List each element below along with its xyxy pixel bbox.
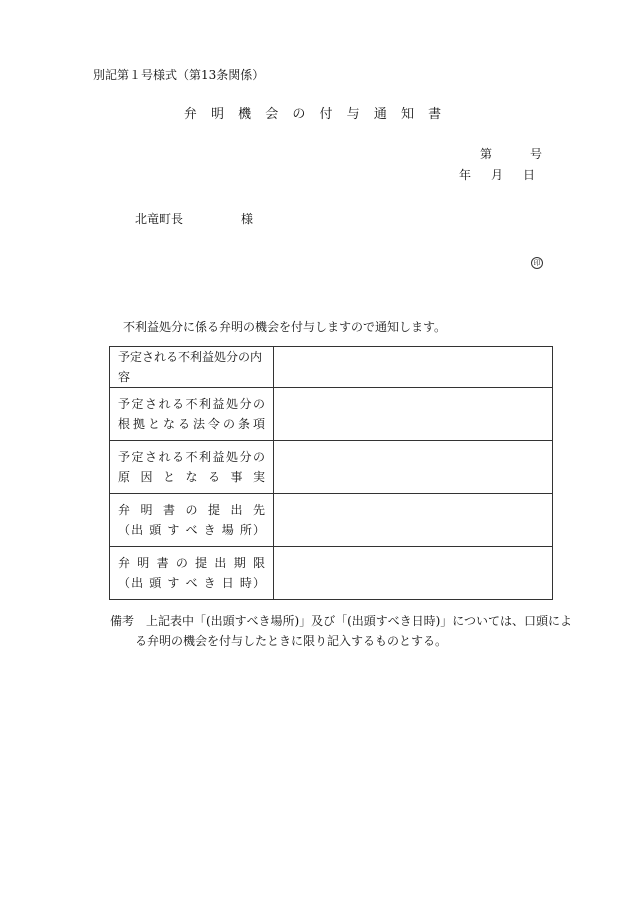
reference-prefix: 第	[480, 147, 493, 161]
row-value	[274, 388, 553, 441]
row-label	[110, 347, 274, 388]
row-label	[110, 494, 274, 547]
addressee-honorific: 様	[241, 212, 254, 226]
remarks-line-1: 上記表中「(出頭すべき場所)」及び「(出頭すべき日時)」については、口頭によ	[146, 614, 573, 628]
remarks-line-2: る弁明の機会を付与したときに限り記入するものとする。	[135, 634, 448, 648]
row-label-line: 原 因 と な る 事 実	[118, 470, 265, 484]
row-label-line: 弁 明 書 の 提 出 期 限	[118, 556, 265, 570]
date-year: 年	[459, 168, 472, 182]
row-value	[274, 494, 553, 547]
row-label	[110, 441, 274, 494]
document-title: 弁 明 機 会 の 付 与 通 知 書	[183, 107, 447, 122]
date-day: 日	[523, 168, 536, 182]
notice-details-table	[109, 346, 553, 600]
table-row	[110, 347, 553, 388]
date-line	[459, 166, 535, 183]
addressee-name: 北竜町長	[135, 212, 184, 226]
row-label-line: 予定される不利益処分の	[118, 450, 265, 464]
seal-mark: 印	[531, 257, 543, 269]
date-month: 月	[491, 168, 504, 182]
table-row	[110, 441, 553, 494]
row-value	[274, 441, 553, 494]
addressee	[135, 210, 253, 227]
table-row	[110, 494, 553, 547]
row-value	[274, 347, 553, 388]
notice-text: 不利益処分に係る弁明の機会を付与しますので通知します。	[123, 320, 447, 334]
row-label-line: （出 頭 す べ き 場 所）	[118, 523, 265, 537]
row-label	[110, 547, 274, 600]
row-label-line: 弁 明 書 の 提 出 先	[118, 503, 265, 517]
row-label	[110, 388, 274, 441]
row-label-line: 予定される不利益処分の内容	[118, 350, 263, 384]
reference-number	[480, 145, 542, 162]
row-value	[274, 547, 553, 600]
table-row	[110, 388, 553, 441]
form-number: 別記第１号様式（第13条関係）	[93, 68, 265, 82]
reference-suffix: 号	[530, 147, 543, 161]
remarks-heading: 備考	[110, 614, 135, 628]
row-label-line: （出 頭 す べ き 日 時）	[118, 576, 265, 590]
table-row	[110, 547, 553, 600]
row-label-line: 根拠となる法令の条項	[118, 417, 265, 431]
row-label-line: 予定される不利益処分の	[118, 397, 265, 411]
